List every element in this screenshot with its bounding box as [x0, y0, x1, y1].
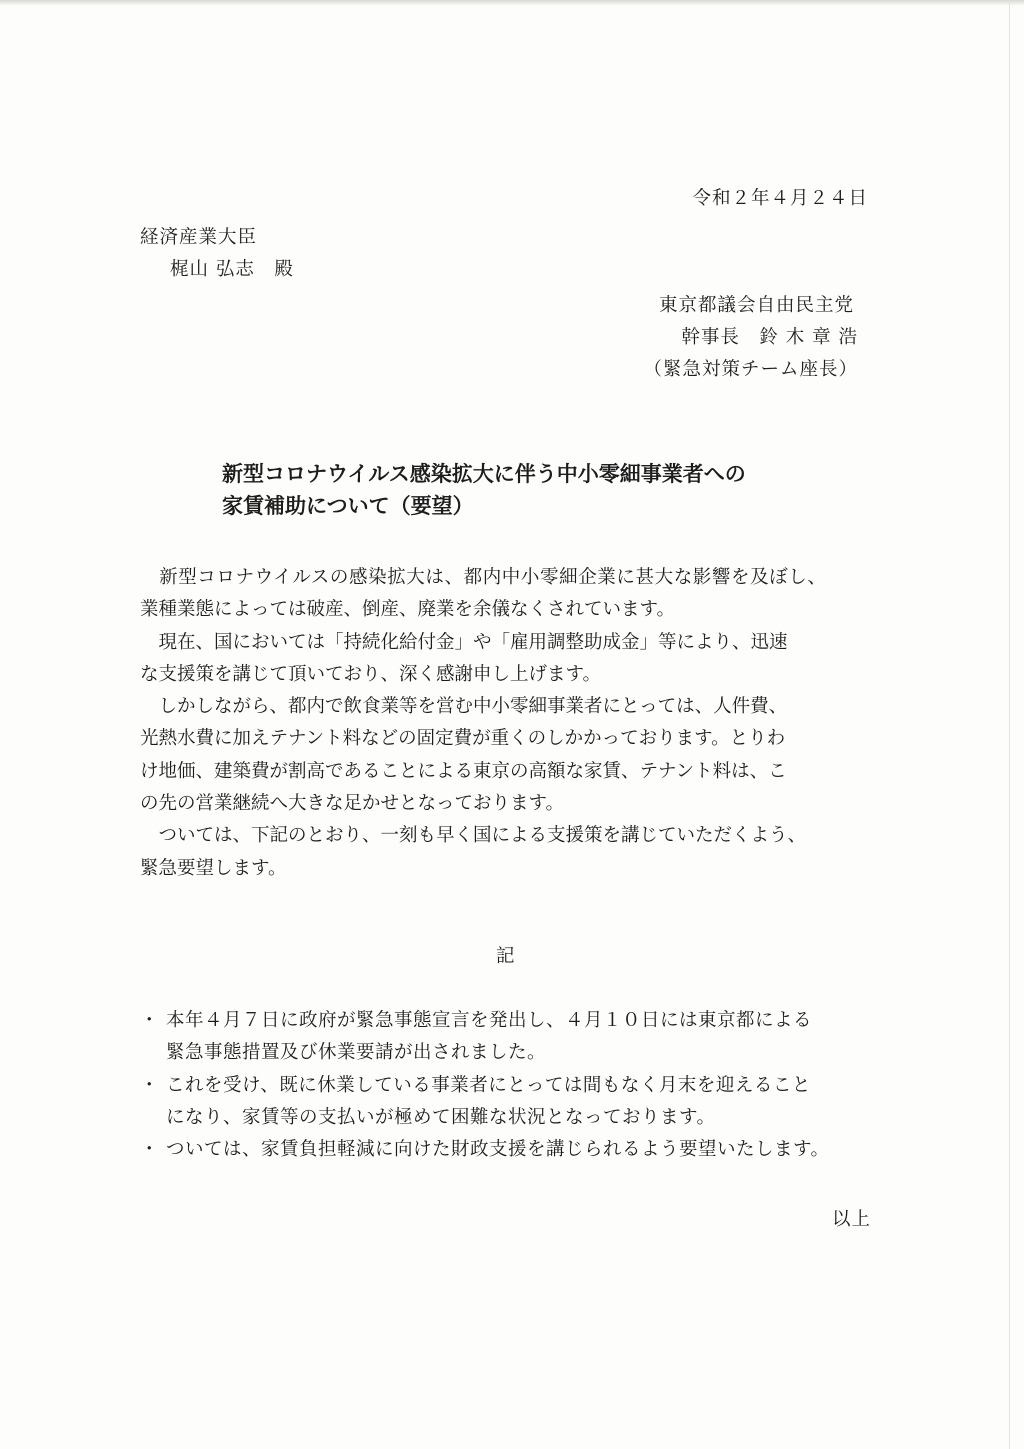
list-item-line: 本年４月７日に政府が緊急事態宣言を発出し、４月１０日には東京都による: [166, 1010, 813, 1031]
list-item: [140, 1070, 870, 1135]
title-line-1: 新型コロナウイルス感染拡大に伴う中小零細事業者への: [222, 462, 746, 486]
request-list: [140, 1005, 870, 1166]
bullet-mark: ・: [140, 1010, 160, 1031]
body-line: 業種業態によっては破産、倒産、廃業を余儀なくされています。: [140, 599, 676, 621]
body-paragraph-3: [140, 691, 875, 820]
body-line: な支援策を講じて頂いており、深く感謝申し上げます。: [140, 663, 602, 685]
bullet-mark: ・: [140, 1139, 160, 1161]
recipient-name: 梶山 弘志 殿: [170, 259, 294, 280]
list-item: [140, 1005, 870, 1070]
list-item-text: [166, 1070, 811, 1135]
scan-edge: [0, 0, 1024, 6]
scan-right-edge: [1009, 0, 1010, 1449]
document-date: 令和２年４月２４日: [692, 188, 868, 209]
list-item-line: これを受け、既に休業している事業者にとっては間もなく月末を迎えること: [166, 1074, 811, 1096]
list-item-text: [166, 1134, 830, 1166]
bullet-mark: ・: [140, 1074, 160, 1096]
list-item-line: 緊急事態措置及び休業要請が出されました。: [166, 1042, 547, 1064]
body-line: しかしながら、都内で飲食業等を営む中小零細事業者にとっては、人件費、: [140, 696, 788, 718]
list-item-line: になり、家賃等の支払いが極めて困難な状況となっております。: [166, 1106, 716, 1128]
document-title: [222, 458, 746, 522]
body-line: け地価、建築費が割高であることによる東京の高額な家賃、テナント料は、こ: [140, 760, 787, 782]
sender-role: （緊急対策チーム座長）: [643, 359, 858, 380]
body-paragraph-1: [140, 562, 875, 627]
ki-heading: 記: [496, 946, 515, 967]
sender-name: 幹事長 鈴 木 章 浩: [681, 327, 858, 348]
body-paragraph-2: [140, 627, 875, 692]
title-line-2: 家賃補助について（要望）: [222, 494, 474, 518]
body-paragraph-4: [140, 820, 875, 885]
body-line: 光熱水費に加えテナント料などの固定費が重くのしかかっております。とりわ: [140, 728, 786, 750]
list-item: [140, 1134, 870, 1166]
body-line: 新型コロナウイルスの感染拡大は、都内中小零細企業に甚大な影響を及ぼし、: [140, 567, 827, 588]
body-line: 現在、国においては「持続化給付金」や「雇用調整助成金」等により、迅速: [140, 631, 788, 653]
closing-mark: 以上: [831, 1209, 871, 1230]
sender-organization: 東京都議会自由民主党: [658, 295, 854, 316]
recipient-title: 経済産業大臣: [140, 227, 258, 248]
body-line: 緊急要望します。: [140, 857, 287, 879]
body-line: の先の営業継続へ大きな足かせとなっております。: [140, 793, 565, 815]
body-text: [140, 562, 875, 885]
list-item-line: ついては、家賃負担軽減に向けた財政支援を講じられるよう要望いたします。: [166, 1139, 830, 1161]
list-item-text: [166, 1005, 812, 1070]
body-line: ついては、下記のとおり、一刻も早く国による支援策を講じていただくよう、: [140, 825, 807, 847]
